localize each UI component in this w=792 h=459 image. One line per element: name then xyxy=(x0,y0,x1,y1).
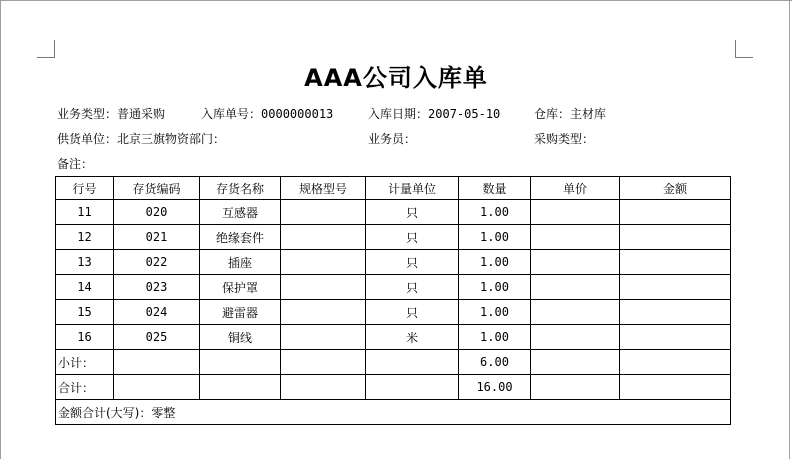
cell-name: 铜线 xyxy=(200,325,281,350)
cell-empty xyxy=(114,375,200,400)
cell-price xyxy=(531,325,620,350)
page-frame-top xyxy=(0,0,792,1)
salesperson-label: 业务员： xyxy=(368,132,417,146)
table-row xyxy=(56,325,731,350)
amount-in-words-cell xyxy=(56,400,731,425)
cell-qty: 1.00 xyxy=(459,325,531,350)
cell-line: 14 xyxy=(56,275,114,300)
cell-empty xyxy=(531,375,620,400)
table-row xyxy=(56,200,731,225)
column-header-line: 行号 xyxy=(56,177,114,200)
document-title: AAA公司入库单 xyxy=(304,64,488,92)
order-date-label: 入库日期： xyxy=(368,107,429,121)
cell-line: 12 xyxy=(56,225,114,250)
cell-qty: 1.00 xyxy=(459,225,531,250)
subtotal-qty: 6.00 xyxy=(459,350,531,375)
table-row xyxy=(56,275,731,300)
column-header-amount: 金额 xyxy=(620,177,731,200)
business-type-value: 普通采购 xyxy=(117,107,166,121)
order-number-field xyxy=(201,106,333,122)
order-number-label: 入库单号： xyxy=(201,107,262,121)
order-date-field xyxy=(368,106,500,122)
margin-corner-top-right xyxy=(735,40,753,58)
cell-amount xyxy=(620,300,731,325)
cell-price xyxy=(531,300,620,325)
cell-empty xyxy=(366,375,459,400)
remarks-field xyxy=(57,156,93,172)
cell-spec xyxy=(281,225,366,250)
column-header-qty: 数量 xyxy=(459,177,531,200)
supplier-field xyxy=(57,131,225,147)
cell-unit: 米 xyxy=(366,325,459,350)
cell-name: 插座 xyxy=(200,250,281,275)
table-row xyxy=(56,300,731,325)
column-header-code: 存货编码 xyxy=(114,177,200,200)
total-qty: 16.00 xyxy=(459,375,531,400)
cell-empty xyxy=(200,375,281,400)
cell-spec xyxy=(281,275,366,300)
table-row xyxy=(56,225,731,250)
column-header-price: 单价 xyxy=(531,177,620,200)
table-row xyxy=(56,250,731,275)
cell-unit: 只 xyxy=(366,250,459,275)
cell-code: 025 xyxy=(114,325,200,350)
business-type-field xyxy=(57,106,165,122)
warehouse-value: 主材库 xyxy=(570,107,607,121)
cell-code: 021 xyxy=(114,225,200,250)
purchase-type-label: 采购类型： xyxy=(534,132,595,146)
cell-empty xyxy=(531,350,620,375)
total-row xyxy=(56,375,731,400)
cell-qty: 1.00 xyxy=(459,300,531,325)
supplier-value: 北京三旗物资部门： xyxy=(117,132,226,146)
column-header-name: 存货名称 xyxy=(200,177,281,200)
subtotal-label: 小计： xyxy=(56,350,114,375)
cell-price xyxy=(531,275,620,300)
cell-unit: 只 xyxy=(366,225,459,250)
cell-price xyxy=(531,250,620,275)
cell-unit: 只 xyxy=(366,275,459,300)
cell-line: 15 xyxy=(56,300,114,325)
cell-empty xyxy=(200,350,281,375)
cell-qty: 1.00 xyxy=(459,200,531,225)
cell-qty: 1.00 xyxy=(459,275,531,300)
order-date-value: 2007-05-10 xyxy=(428,107,501,121)
cell-line: 13 xyxy=(56,250,114,275)
margin-corner-top-left xyxy=(37,40,55,58)
cell-price xyxy=(531,225,620,250)
total-label: 合计： xyxy=(56,375,114,400)
cell-amount xyxy=(620,200,731,225)
column-header-spec: 规格型号 xyxy=(281,177,366,200)
cell-line: 16 xyxy=(56,325,114,350)
cell-code: 022 xyxy=(114,250,200,275)
cell-empty xyxy=(114,350,200,375)
cell-amount xyxy=(620,325,731,350)
remarks-label: 备注： xyxy=(57,157,94,171)
cell-code: 020 xyxy=(114,200,200,225)
cell-amount xyxy=(620,225,731,250)
cell-empty xyxy=(620,375,731,400)
receipt-table xyxy=(55,176,731,425)
table-header-row xyxy=(56,177,731,200)
subtotal-row xyxy=(56,350,731,375)
cell-name: 互感器 xyxy=(200,200,281,225)
cell-amount xyxy=(620,250,731,275)
cell-spec xyxy=(281,200,366,225)
cell-price xyxy=(531,200,620,225)
amount-in-words-row xyxy=(56,400,731,425)
purchase-type-field xyxy=(534,131,594,147)
warehouse-label: 仓库： xyxy=(534,107,571,121)
cell-empty xyxy=(281,350,366,375)
cell-name: 避雷器 xyxy=(200,300,281,325)
cell-spec xyxy=(281,300,366,325)
cell-unit: 只 xyxy=(366,200,459,225)
cell-name: 绝缘套件 xyxy=(200,225,281,250)
cell-unit: 只 xyxy=(366,300,459,325)
cell-spec xyxy=(281,250,366,275)
cell-empty xyxy=(366,350,459,375)
supplier-label: 供货单位： xyxy=(57,132,118,146)
amount-in-words-value: 零整 xyxy=(151,405,176,420)
cell-code: 024 xyxy=(114,300,200,325)
order-number-value: 0000000013 xyxy=(261,107,334,121)
cell-amount xyxy=(620,275,731,300)
cell-spec xyxy=(281,325,366,350)
salesperson-field xyxy=(368,131,416,147)
cell-name: 保护罩 xyxy=(200,275,281,300)
cell-empty xyxy=(620,350,731,375)
cell-line: 11 xyxy=(56,200,114,225)
cell-qty: 1.00 xyxy=(459,250,531,275)
amount-in-words-label: 金额合计(大写)： xyxy=(58,405,152,420)
cell-code: 023 xyxy=(114,275,200,300)
cell-empty xyxy=(281,375,366,400)
column-header-unit: 计量单位 xyxy=(366,177,459,200)
warehouse-field xyxy=(534,106,606,122)
business-type-label: 业务类型： xyxy=(57,107,118,121)
